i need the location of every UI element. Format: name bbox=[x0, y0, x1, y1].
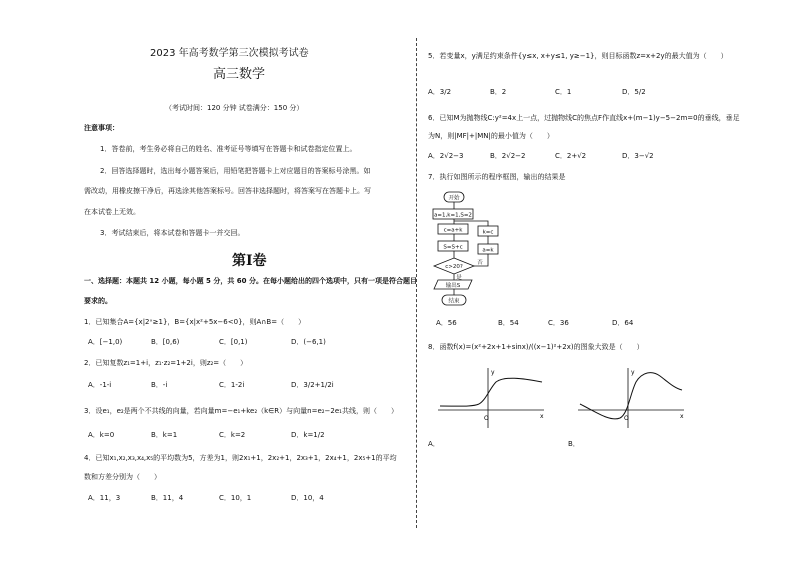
section-title: 第Ⅰ卷 bbox=[232, 253, 267, 269]
q2-option-b: B．-i bbox=[151, 381, 168, 389]
note-item: 1．答卷前，考生务必将自己的姓名、准考证号等填写在答题卡和试卷指定位置上。 bbox=[100, 145, 357, 153]
q5-option-a: A．3/2 bbox=[428, 88, 452, 96]
q7-option-c: C．36 bbox=[548, 319, 569, 327]
q3-option-c: C．k=2 bbox=[219, 431, 246, 439]
question-3-stem: 3．设e₁，e₂是两个不共线的向量，若向量m=−e₁+ke₂（k∈R）与向量n=e₂−2e₁共线，则（ ） bbox=[84, 407, 398, 415]
exam-info: （考试时间：120 分钟 试卷满分：150 分） bbox=[165, 104, 304, 112]
q4-option-a: A．11，3 bbox=[88, 494, 121, 502]
q4-option-d: D．10，4 bbox=[291, 494, 324, 502]
q4-option-c: C．10，1 bbox=[219, 494, 252, 502]
y-axis-label: y bbox=[491, 369, 495, 376]
q1-option-d: D．(−6,1) bbox=[291, 338, 326, 346]
q6-option-a: A．2√2−3 bbox=[428, 152, 464, 160]
graph-b bbox=[574, 364, 689, 432]
graph-b-label: B． bbox=[568, 440, 580, 448]
flow-end-label: 结束 bbox=[448, 298, 460, 305]
exam-subtitle: 高三数学 bbox=[213, 67, 266, 82]
question-2-stem: 2．已知复数z₁=1+i，z₁·z₂=1+2i，则z₂=（ ） bbox=[84, 359, 248, 367]
y-axis-label: y bbox=[631, 369, 635, 376]
note-item: 2．回答选择题时，选出每小题答案后，用铅笔把答题卡上对应题目的答案标号涂黑。如 bbox=[100, 167, 371, 175]
flow-step1-label: c=a+k bbox=[443, 227, 463, 234]
x-axis-label: x bbox=[540, 413, 544, 420]
flow-yes-label: 是 bbox=[456, 275, 462, 281]
q7-option-b: B．54 bbox=[498, 319, 519, 327]
q3-option-b: B．k=1 bbox=[151, 431, 178, 439]
q7-option-a: A．56 bbox=[436, 319, 457, 327]
flow-step2-label: S=S+c bbox=[443, 244, 463, 251]
q6-option-c: C．2+√2 bbox=[555, 152, 587, 160]
question-6-stem: 6．已知M为抛物线C:y²=4x上一点，过抛物线C的焦点F作直线x+(m−1)y−5−2m=0的垂线，垂足 bbox=[428, 114, 740, 122]
graph-a-label: A． bbox=[428, 440, 440, 448]
question-5-stem: 5．若变量x，y满足约束条件{y≤x, x+y≤1, y≥−1}，则目标函数z=x+2y的最大值为（ ） bbox=[428, 52, 728, 60]
x-axis-label: x bbox=[680, 413, 684, 420]
section-instruction: 一、选择题：本题共 12 小题，每小题 5 分，共 60 分。在每小题给出的四个选项中，只有一项是符合题目 bbox=[84, 277, 417, 285]
section-instruction: 要求的。 bbox=[84, 297, 112, 305]
question-1-stem: 1．已知集合A={x|2ˣ≥1}，B={x|x²+5x−6<0}，则A∩B=（ ） bbox=[84, 318, 306, 326]
q3-option-d: D．k=1/2 bbox=[291, 431, 325, 439]
flow-assign-a-label: a=k bbox=[482, 247, 494, 254]
function-curve bbox=[580, 373, 682, 419]
flowchart bbox=[428, 188, 528, 310]
function-curve bbox=[440, 378, 542, 406]
origin-label: O bbox=[484, 415, 489, 422]
q5-option-c: C．1 bbox=[555, 88, 572, 96]
q7-option-d: D．64 bbox=[612, 319, 634, 327]
flow-init-label: a=1,k=1,S=2 bbox=[434, 212, 472, 219]
origin-label: O bbox=[624, 415, 629, 422]
question-7-stem: 7．执行如图所示的程序框图，输出的结果是 bbox=[428, 173, 566, 181]
flow-assign-k-label: k=c bbox=[482, 229, 494, 236]
q1-option-a: A．[−1,0) bbox=[88, 338, 123, 346]
flow-no-label: 否 bbox=[477, 260, 483, 266]
q1-option-b: B．[0,6) bbox=[151, 338, 180, 346]
q4-option-b: B．11，4 bbox=[151, 494, 184, 502]
question-4-stem: 数和方差分别为（ ） bbox=[84, 473, 161, 481]
note-item: 需改动，用橡皮擦干净后，再选涂其他答案标号。回答非选择题时，将答案写在答题卡上。写 bbox=[84, 187, 371, 195]
q5-option-b: B．2 bbox=[490, 88, 507, 96]
q6-option-d: D．3−√2 bbox=[622, 152, 654, 160]
flow-condition-label: c>20? bbox=[445, 264, 463, 270]
flow-start-label: 开始 bbox=[448, 195, 460, 202]
q3-option-a: A．k=0 bbox=[88, 431, 115, 439]
question-8-stem: 8．函数f(x)=(x²+2x+1+sinx)/((x−1)²+2x)的图象大致是（ ） bbox=[428, 343, 644, 351]
note-item: 在本试卷上无效。 bbox=[84, 208, 140, 216]
q1-option-c: C．[0,1) bbox=[219, 338, 248, 346]
column-divider bbox=[416, 38, 417, 528]
exam-title: 2023 年高考数学第三次模拟考试卷 bbox=[150, 48, 309, 59]
q5-option-d: D．5/2 bbox=[622, 88, 646, 96]
flow-output-label: 输出S bbox=[445, 283, 461, 289]
note-item: 3．考试结束后，将本试卷和答题卡一并交回。 bbox=[100, 229, 245, 237]
notes-heading: 注意事项： bbox=[84, 124, 119, 132]
q2-option-c: C．1-2i bbox=[219, 381, 245, 389]
question-6-stem: 为N，则|MF|+|MN|的最小值为（ ） bbox=[428, 132, 554, 140]
q2-option-a: A．-1-i bbox=[88, 381, 112, 389]
question-4-stem: 4．已知x₁,x₂,x₃,x₄,x₅的平均数为5，方差为1，则2x₁+1，2x₂+1，2x₃+1，2x₄+1，2x₅+1的平均 bbox=[84, 454, 397, 462]
q2-option-d: D．3/2+1/2i bbox=[291, 381, 334, 389]
q6-option-b: B．2√2−2 bbox=[490, 152, 526, 160]
graph-a bbox=[434, 364, 549, 432]
